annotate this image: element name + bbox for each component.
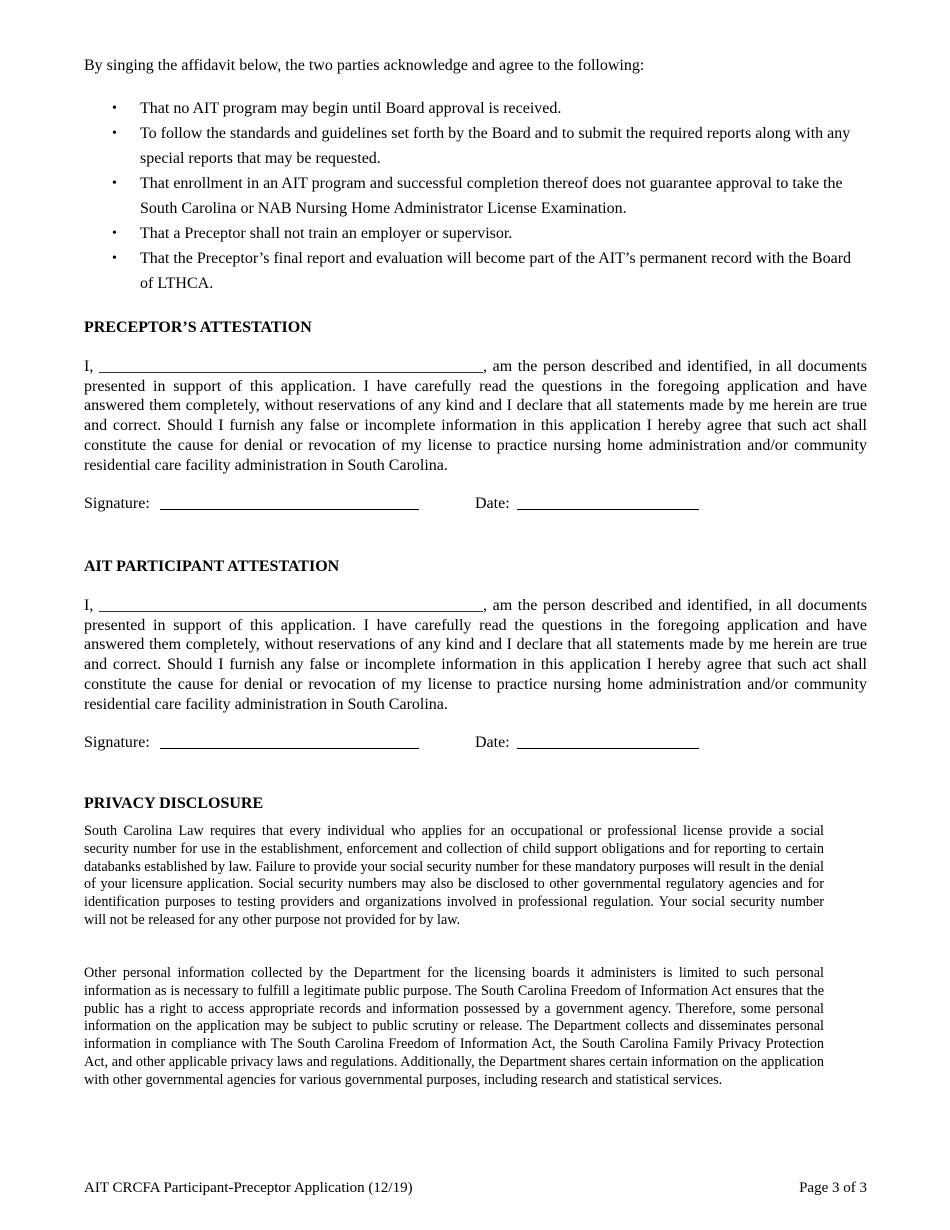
signature-label: Signature: xyxy=(84,734,150,751)
list-item-text: That no AIT program may begin until Board approval is received. xyxy=(140,100,562,117)
preceptor-attestation-heading: PRECEPTOR’S ATTESTATION xyxy=(84,319,312,336)
participant-attestation-text: I, ________________________________________________, am the person described and identified, in all documents presented in support of this application. I have carefully read the questions in the foregoing application and have answered them completely, without reservations of any kind and I declare that all statements made by me herein are true and correct. Should I furnish any false or incomplete information in this application I hereby agree that such act shall constitute the cause for denial or revocation of my license to practice nursing home administration and/or community residential care facility administration in South Carolina. xyxy=(84,597,867,713)
list-item-text: That enrollment in an AIT program and successful completion thereof does not guarantee approval to take the South Carolina or NAB Nursing Home Administrator License Examination. xyxy=(140,175,843,217)
participant-signature-field[interactable] xyxy=(160,748,419,749)
participant-date-field[interactable] xyxy=(517,748,699,749)
intro-text: By singing the affidavit below, the two parties acknowledge and agree to the following: xyxy=(84,57,645,74)
list-item xyxy=(84,121,867,171)
privacy-disclosure-heading: PRIVACY DISCLOSURE xyxy=(84,795,264,812)
list-item xyxy=(84,96,867,121)
list-item xyxy=(84,246,867,296)
list-item xyxy=(84,221,867,246)
preceptor-attestation-text: I, ________________________________________________, am the person described and identified, in all documents presented in support of this application. I have carefully read the questions in the foregoing application and have answered them completely, without reservations of any kind and I declare that all statements made by me herein are true and correct. Should I furnish any false or incomplete information in this application I hereby agree that such act shall constitute the cause for denial or revocation of my license to practice nursing home administration and/or community residential care facility administration in South Carolina. xyxy=(84,358,867,474)
bullet-icon: • xyxy=(112,101,117,116)
privacy-paragraph-2: Other personal information collected by the Department for the licensing boards it administers is limited to such personal information as is necessary to fulfill a legitimate public purpose. The South Carolina Freedom of Information Act ensures that the public has a right to access appropriate records and information possessed by a government agency. Therefore, some personal information on the application may be subject to public scrutiny or release. The Department collects and disseminates personal information in compliance with The South Carolina Freedom of Information Act, the South Carolina Family Privacy Protection Act, and other applicable privacy laws and regulations. Additionally, the Department shares certain information on the application with other governmental agencies for various governmental purposes, including research and statistical services. xyxy=(84,965,824,1088)
form-id: AIT CRCFA Participant-Preceptor Application (12/19) xyxy=(84,1180,413,1196)
date-label: Date: xyxy=(475,734,510,751)
bullet-icon: • xyxy=(112,251,117,266)
list-item-text: That the Preceptor’s final report and evaluation will become part of the AIT’s permanent record with the Board of LTHCA. xyxy=(140,250,852,292)
list-item xyxy=(84,171,867,221)
list-item-text: To follow the standards and guidelines set forth by the Board and to submit the required reports along with any special reports that may be requested. xyxy=(140,125,851,167)
bullet-icon: • xyxy=(112,226,117,241)
preceptor-signature-field[interactable] xyxy=(160,509,419,510)
preceptor-date-field[interactable] xyxy=(517,509,699,510)
acknowledgement-list xyxy=(84,96,867,296)
privacy-paragraph-1: South Carolina Law requires that every individual who applies for an occupational or professional license provide a social security number for use in the establishment, enforcement and collection of child support obligations and for reporting to certain databanks established by law. Failure to provide your social security number for these mandatory purposes will result in the denial of your licensure application. Social security numbers may also be disclosed to other governmental regulatory agencies and for identification purposes to testing providers and organizations involved in professional regulation. Your social security number will not be released for any other purpose not provided for by law. xyxy=(84,823,824,928)
date-label: Date: xyxy=(475,495,510,512)
bullet-icon: • xyxy=(112,176,117,191)
page-number: Page 3 of 3 xyxy=(799,1180,867,1196)
bullet-icon: • xyxy=(112,126,117,141)
list-item-text: That a Preceptor shall not train an employer or supervisor. xyxy=(140,225,513,242)
participant-attestation-heading: AIT PARTICIPANT ATTESTATION xyxy=(84,558,340,575)
signature-label: Signature: xyxy=(84,495,150,512)
